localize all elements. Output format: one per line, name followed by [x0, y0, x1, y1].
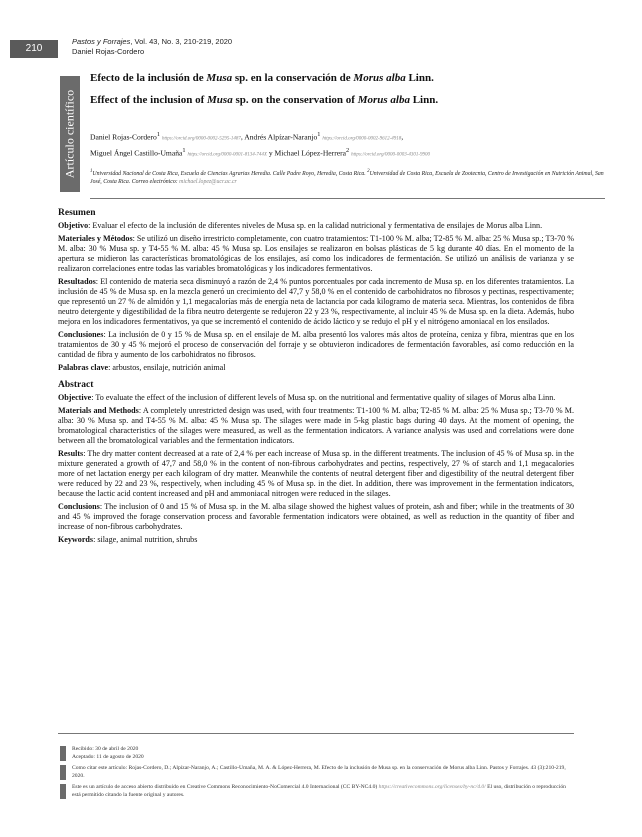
author-sup: 1 [317, 131, 321, 138]
abstract-results [58, 449, 574, 499]
article-type-label: Artículo científico [62, 89, 77, 179]
title-es-part: sp. en la conservación de [232, 72, 354, 84]
orcid-link[interactable]: https://orcid.org/0000-0002-5295-1487 [161, 136, 241, 142]
citation-block [60, 765, 574, 780]
text: : La inclusión de 0 y 15 % de Musa sp. en el ensilaje de M. alba presentó los valores más altos de proteína, ceniza y fibra, mientras que en los tratamientos de 30 y 45 % mejoró el proceso de conservación del forraje y se obtuvieron indicadores de fermentación favorables, así como reducción en la cantidad de fibra y aumento de los carbohidratos no fibrosos. [58, 330, 574, 359]
author-name: Michael López-Herrera [274, 148, 347, 158]
article-type-sidebar [60, 76, 80, 192]
license-link[interactable]: https://creativecommons.org/licenses/by-nc/4.0/ [378, 784, 486, 790]
author-sup: 1 [182, 146, 186, 154]
divider [58, 733, 574, 734]
text: : Se utilizó un diseño irrestricto completamente, con cuatro tratamientos: T1-100 % M. alba; T2-85 % M. alba: 25 % Musa sp.; T3-70 % M. alba: 30 % Musa sp. y T4-55 % M. alba: 45 % Musa sp. Los ensilajes se realizaron en bolsas plásticas de 5 kg durante 40 días. En el momento de la apertura se midieron las características bromatológicas de los ensilajes, así como los indicadores de fermentación. Se utilizó un análisis de varianza y se realizaron correlaciones entre todas las variables bromatológicas y los indicadores fermentativos. [58, 234, 574, 273]
footer [60, 746, 574, 803]
title-spanish [90, 72, 610, 85]
orcid-link[interactable]: https://orcid.org/0000-0003-4301-9900 [351, 152, 431, 158]
title-es-part: Morus alba [353, 72, 406, 84]
journal-header [72, 37, 232, 57]
citation-text: Como citar este artículo: Rojas-Cordero, D.; Alpízar-Naranjo, A.; Castillo-Umaña, M. A. & López-Herrera, M. Efecto de la inclusión de Musa sp. en la conservación de Morus alba Linn. Pastos y Forrajes. 43 (3):210-219, 2020. [72, 765, 566, 779]
author-sep: , [240, 132, 245, 142]
resumen-objetivo [58, 221, 574, 231]
text: : The inclusion of 0 and 15 % of Musa sp. in the M. alba silage showed the highest values of protein, ash and fiber; while in the treatments of 30 and 45 % improved the forage conservation process and favorable fermentation indicators were obtained, as well as reduction in the quantity of fiber and increase of non-fibrous carbohydrates. [58, 502, 574, 531]
orcid-link[interactable]: https://orcid.org/0000-0001-8134-744X [187, 152, 267, 158]
abstract-objective [58, 393, 574, 403]
text: : Evaluar el efecto de la inclusión de diferentes niveles de Musa sp. en la calidad nutricional y fermentativa de ensilajes de Morus alba Linn. [88, 221, 543, 230]
author-name: Daniel Rojas-Cordero [90, 132, 157, 142]
resumen-heading: Resumen [58, 208, 96, 218]
affiliation-1: Universidad Nacional de Costa Rica, Escuela de Ciencias Agrarias Heredia. Calle Padre Royo, Heredia, Costa Rica. [92, 170, 368, 177]
label: Materiales y Métodos [58, 234, 133, 243]
abstract-body [58, 207, 574, 548]
abstract-methods [58, 406, 574, 446]
running-author: Daniel Rojas-Cordero [72, 47, 145, 56]
author-sep: y [266, 148, 275, 158]
label: Conclusions [58, 502, 100, 511]
license-block [60, 784, 574, 799]
title-en-part: Morus alba [357, 94, 410, 106]
affiliation-2: Universidad de Costa Rica, Escuela de Zootecnia, Centro de Investigación en Nutrición Animal, San José, Costa Rica. Correo electrónico: [90, 170, 604, 185]
orcid-link[interactable]: https://orcid.org/0000-0002-9612-4918 [322, 136, 402, 142]
title-english [90, 94, 610, 107]
page-number: 210 [10, 40, 58, 58]
resumen-palabras [58, 363, 574, 373]
license-tail: El uso, distribución o reproducción está permitido citando la fuente original y autores. [72, 784, 566, 798]
text: : To evaluate the effect of the inclusion of different levels of Musa sp. on the nutritional and fermentative quality of silages of Morus alba Linn. [91, 393, 556, 402]
label: Results [58, 449, 84, 458]
resumen-materiales [58, 234, 574, 274]
author-sup: 2 [346, 146, 350, 154]
label: Keywords [58, 535, 94, 544]
dates-block [60, 746, 574, 761]
title-en-part: Linn. [409, 94, 439, 106]
label: Objective [58, 393, 92, 402]
volume-info: , Vol. 43, No. 3, 210-219, 2020 [130, 37, 233, 46]
label: Objetivo [58, 221, 89, 230]
label: Palabras clave [58, 363, 109, 372]
text: : The dry matter content decreased at a rate of 2,4 % per each increase of Musa sp. in the different treatments. The inclusion of 45 % of Musa sp. in the mixture generated a growth of 47,7 and 58,0 % in the content of non-fibrous carbohydrates and pectins, respectively, 27 % of starch and 1,1 megacalories more of net lactation energy per each kilogram of dry matter. Meanwhile the contents of neutral detergent fiber and digestibility of the neutral detergent fiber were reduced by 22 and 23 %, respectively, when including 45 % of Musa sp. in the diet. In addition, there was improvement in the fermentation indicators, because the lactic acid content increased and pH and ammoniacal nitrogen were reduced in the silages. [58, 449, 574, 498]
affil-sup: 1 [90, 169, 93, 174]
text: : arbustos, ensilaje, nutrición animal [108, 363, 226, 372]
author-sep: , [401, 132, 404, 142]
affil-sup: 2 [367, 169, 370, 174]
journal-name: Pastos y Forrajes [72, 37, 131, 46]
label: Resultados [58, 277, 96, 286]
title-es-part: Musa [206, 72, 233, 84]
email-link[interactable]: michael.lopez@ucr.ac.cr [179, 178, 237, 185]
resumen-conclusiones [58, 330, 574, 360]
resumen-resultados [58, 277, 574, 327]
text: : silage, animal nutrition, shrubs [93, 535, 198, 544]
accepted-date: Aceptado: 11 de agosto de 2020 [72, 753, 144, 760]
label: Materials and Methods [58, 406, 139, 415]
title-en-part: sp. on the conservation of [232, 94, 358, 106]
abstract-keywords [58, 535, 574, 545]
received-date: Recibido: 30 de abril de 2020 [72, 746, 139, 752]
text: : El contenido de materia seca disminuyó a razón de 2,4 % puntos porcentuales por cada incremento de Musa sp. en los diferentes tratamientos. La inclusión de 45 % de Musa sp. en la mezcla generó un crecimiento del 47,7 y 58,0 % en el contenido de carbohidratos no fibrosos y pectinas, respectivamente; que representó un 27 % de almidón y 1,1 megacalorías más de energía neta de lactancia por cada kilogramo de materia seca. Mientras, los contenidos de fibra neutro detergente y digestibilidad de la fibra neutro detergente se redujeron 22 y 23 %, respectivamente, al incluir 45 % de Musa sp. en la dieta. Además, hubo mejora en los indicadores fermentativos, ya que se incrementó el contenido de ácido láctico y se redujo el pH y el nitrógeno amoniacal en los ensilados. [58, 277, 574, 326]
abstract-conclusions [58, 502, 574, 532]
title-en-part: Musa [207, 94, 233, 106]
title-es-part: Linn. [405, 72, 434, 84]
text: : A completely unrestricted design was used, with four treatments: T1-100 % M. alba; T2-85 % M. alba: 25 % Musa sp.; T3-70 % M. alba: 30 % Musa sp. and T4-55 % M. alba: 45 % Musa sp. The silages were made in 5-kg plastic bags during 40 days. At the moment of opening, the bromatological characteristics of the silages were measured, as well as the fermentation indicators. A variance analysis was used and correlations were done between all the bromatological variables and the fermentation indicators. [58, 406, 575, 445]
authors [90, 129, 610, 160]
divider [90, 198, 605, 199]
title-en-part: Effect of the inclusion of [90, 94, 208, 106]
author-sup: 1 [156, 131, 161, 138]
abstract-heading: Abstract [58, 380, 94, 390]
author-name: Andrés Alpízar-Naranjo [244, 132, 318, 142]
author-name: Miguel Ángel Castillo-Umaña [90, 148, 183, 158]
license-text: Este es un artículo de acceso abierto distribuido en Creative Commons Reconocimiento-NoComercial 4.0 Internacional (CC BY-NC4.0) [72, 784, 378, 790]
affiliations [90, 168, 610, 186]
label: Conclusiones [58, 330, 104, 339]
title-es-part: Efecto de la inclusión de [90, 72, 207, 84]
titles [90, 72, 610, 116]
